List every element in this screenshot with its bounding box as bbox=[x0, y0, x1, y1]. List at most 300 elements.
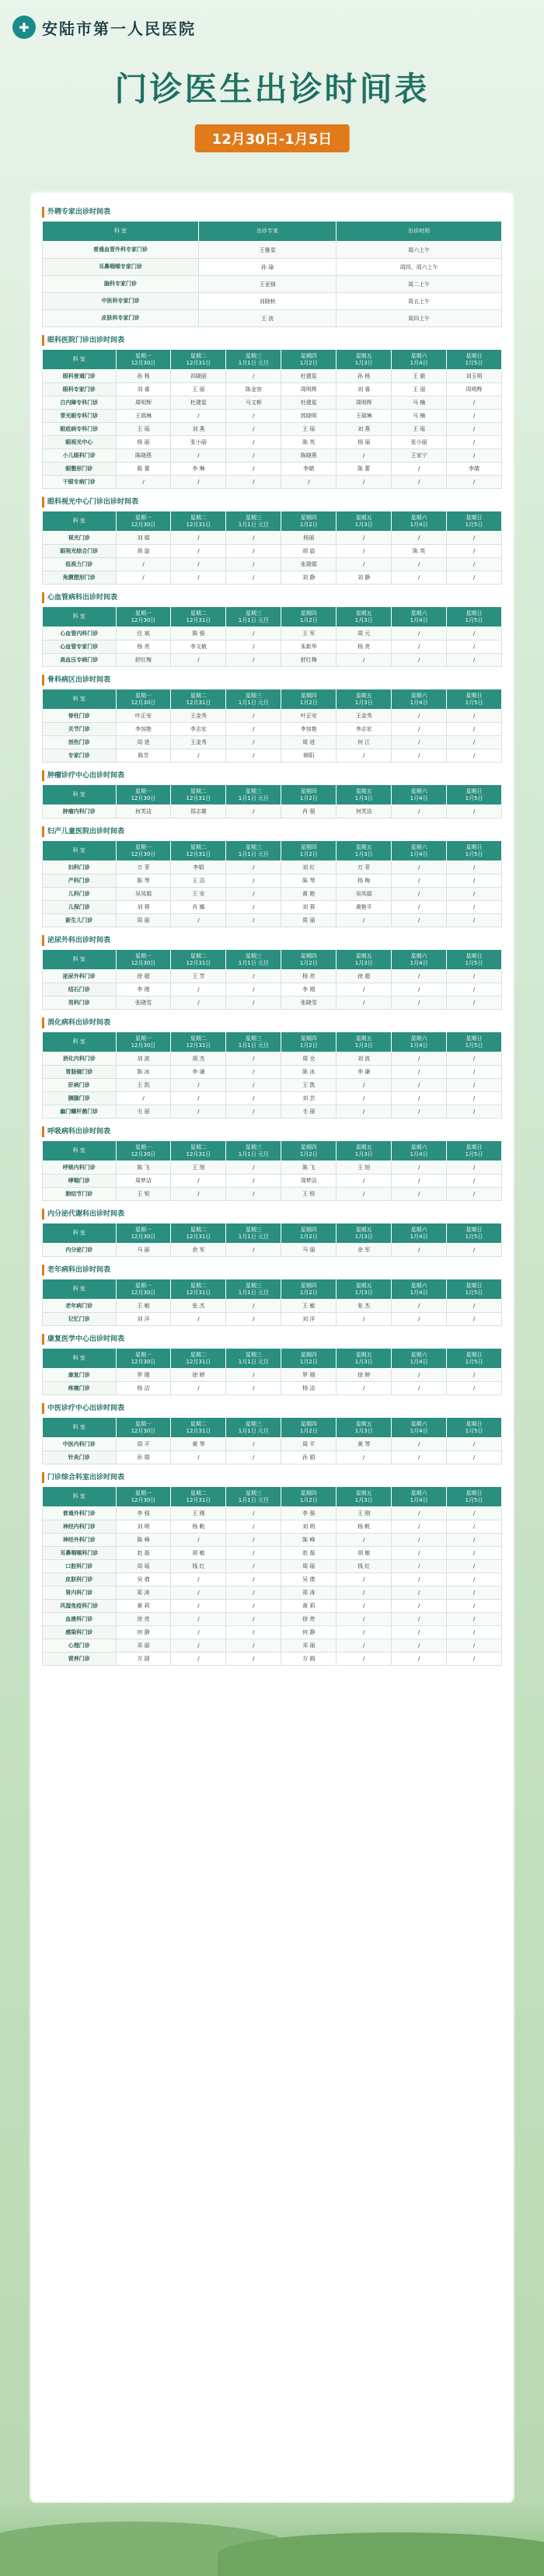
column-header: 星期五 1月3日 bbox=[337, 1223, 392, 1244]
doctor-cell: 张瑞娟 bbox=[281, 558, 337, 571]
doctor-cell: / bbox=[171, 545, 226, 558]
doctor-cell: / bbox=[226, 1451, 281, 1464]
doctor-cell: / bbox=[337, 983, 392, 997]
table-row bbox=[43, 749, 502, 763]
column-header: 科 室 bbox=[43, 511, 117, 532]
column-header: 科 室 bbox=[43, 350, 117, 370]
column-header: 星期一 12月30日 bbox=[116, 689, 171, 710]
table-row bbox=[43, 1382, 502, 1395]
column-header: 星期五 1月3日 bbox=[337, 607, 392, 627]
doctor-cell: 刘 蓉 bbox=[116, 901, 171, 914]
column-header: 星期一 12月30日 bbox=[116, 350, 171, 370]
doctor-cell: / bbox=[337, 449, 392, 462]
doctor-cell: / bbox=[116, 558, 171, 571]
column-header: 星期六 1月4日 bbox=[392, 1032, 447, 1052]
doctor-cell: 徐 超 bbox=[116, 970, 171, 983]
doctor-cell: / bbox=[447, 449, 502, 462]
column-header: 科 室 bbox=[43, 1032, 117, 1052]
table-row bbox=[43, 1079, 502, 1092]
doctor-cell: / bbox=[392, 1613, 447, 1626]
doctor-cell: 杨 亮 bbox=[337, 641, 392, 654]
doctor-cell: / bbox=[392, 1560, 447, 1573]
doctor-cell: / bbox=[171, 1451, 226, 1464]
column-header: 星期三 1月1日 元旦 bbox=[226, 1223, 281, 1244]
doctor-cell: / bbox=[171, 1382, 226, 1395]
table-row bbox=[43, 1534, 502, 1547]
page-header bbox=[0, 0, 544, 155]
doctor-cell: 何芙洁 bbox=[337, 805, 392, 819]
doctor-cell: 胡 敏 bbox=[337, 1547, 392, 1560]
department-cell: 营养门诊 bbox=[43, 1653, 117, 1666]
department-cell: 儿科门诊 bbox=[43, 888, 117, 901]
doctor-cell: / bbox=[281, 476, 337, 489]
table-row bbox=[43, 1313, 502, 1326]
doctor-cell: / bbox=[447, 436, 502, 449]
doctor-cell: / bbox=[447, 1244, 502, 1257]
department-cell: 风湿免疫科门诊 bbox=[43, 1600, 117, 1613]
doctor-cell: 刘 燕 bbox=[337, 423, 392, 436]
table-row bbox=[43, 970, 502, 983]
doctor-cell: / bbox=[447, 1369, 502, 1382]
doctor-cell: / bbox=[226, 1653, 281, 1666]
doctor-cell: / bbox=[392, 1188, 447, 1201]
doctor-cell: 胡 杰 bbox=[171, 1052, 226, 1066]
doctor-cell: / bbox=[447, 736, 502, 749]
doctor-cell: / bbox=[447, 1547, 502, 1560]
doctor-cell: / bbox=[337, 1175, 392, 1188]
doctor-cell: 周明辉 bbox=[116, 396, 171, 410]
doctor-cell: / bbox=[226, 1520, 281, 1534]
doctor-cell: / bbox=[226, 1639, 281, 1653]
department-cell: 呼吸内科门诊 bbox=[43, 1161, 117, 1175]
doctor-cell: 杨 洁 bbox=[116, 1382, 171, 1395]
column-header: 星期二 12月31日 bbox=[171, 511, 226, 532]
schedule-section bbox=[42, 1017, 502, 1119]
table-row bbox=[43, 1547, 502, 1560]
column-header: 出诊时间 bbox=[337, 222, 502, 242]
column-header: 科 室 bbox=[43, 950, 117, 970]
doctor-cell: / bbox=[171, 532, 226, 545]
table-row bbox=[43, 627, 502, 641]
doctor-cell: / bbox=[171, 1613, 226, 1626]
department-cell: 眼视光中心 bbox=[43, 436, 117, 449]
table-row bbox=[43, 888, 502, 901]
doctor-cell: 黄 艳 bbox=[281, 888, 337, 901]
section-title: 康复医学中心出诊时间表 bbox=[42, 1334, 502, 1345]
doctor-cell: / bbox=[226, 1079, 281, 1092]
doctor-cell: 陈 蕾 bbox=[116, 462, 171, 476]
section-title: 内分泌代谢科出诊时间表 bbox=[42, 1209, 502, 1220]
department-cell: 记忆门诊 bbox=[43, 1313, 117, 1326]
doctor-cell: 王 丽 bbox=[171, 383, 226, 396]
doctor-cell: / bbox=[392, 1244, 447, 1257]
table-row bbox=[43, 641, 502, 654]
doctor-cell: / bbox=[171, 449, 226, 462]
column-header: 星期四 1月2日 bbox=[281, 350, 337, 370]
table-row bbox=[43, 874, 502, 888]
department-cell: 耳鼻咽喉专家门诊 bbox=[43, 259, 199, 276]
table-row bbox=[43, 1626, 502, 1639]
doctor-cell: 李志宏 bbox=[337, 723, 392, 736]
doctor-cell: 周 丽 bbox=[116, 914, 171, 927]
department-cell: 专家门诊 bbox=[43, 749, 117, 763]
department-cell: 妇科门诊 bbox=[43, 861, 117, 874]
doctor-cell: / bbox=[171, 914, 226, 927]
doctor-cell: 李 琳 bbox=[171, 462, 226, 476]
doctor-cell: / bbox=[337, 1188, 392, 1201]
column-header: 星期四 1月2日 bbox=[281, 950, 337, 970]
doctor-cell: 郑 涛 bbox=[116, 1586, 171, 1600]
doctor-cell: / bbox=[171, 1600, 226, 1613]
doctor-cell: / bbox=[392, 1161, 447, 1175]
table-row bbox=[43, 462, 502, 476]
doctor-cell: 周明辉 bbox=[281, 383, 337, 396]
doctor-cell: / bbox=[337, 1534, 392, 1547]
doctor-cell: / bbox=[392, 1534, 447, 1547]
column-header: 星期二 12月31日 bbox=[171, 1141, 226, 1161]
column-header: 科 室 bbox=[43, 785, 117, 805]
doctor-cell: / bbox=[226, 1066, 281, 1079]
doctor-cell: / bbox=[171, 1586, 226, 1600]
doctor-cell: / bbox=[226, 749, 281, 763]
doctor-cell: / bbox=[226, 710, 281, 723]
doctor-cell: / bbox=[447, 627, 502, 641]
doctor-cell: / bbox=[447, 888, 502, 901]
page-title: 门诊医生出诊时间表 bbox=[114, 70, 430, 108]
doctor-cell: / bbox=[392, 1382, 447, 1395]
doctor-cell: 周明辉 bbox=[447, 383, 502, 396]
column-header: 星期一 12月30日 bbox=[116, 511, 171, 532]
doctor-cell: / bbox=[392, 571, 447, 585]
table-row bbox=[43, 1175, 502, 1188]
doctor-cell: / bbox=[226, 641, 281, 654]
doctor-cell: / bbox=[226, 1547, 281, 1560]
date-range-badge: 12月30日-1月5日 bbox=[195, 124, 350, 152]
doctor-cell: / bbox=[392, 1092, 447, 1105]
doctor-cell: 周六上午 bbox=[337, 242, 502, 259]
doctor-cell: 吴 倩 bbox=[116, 1573, 171, 1586]
doctor-cell: / bbox=[226, 654, 281, 667]
doctor-cell: / bbox=[392, 1507, 447, 1520]
doctor-cell: 郭晓明 bbox=[281, 410, 337, 423]
department-cell: 皮肤科专家门诊 bbox=[43, 310, 199, 327]
section-title: 中医诊疗中心出诊时间表 bbox=[42, 1403, 502, 1414]
doctor-cell: 黄 琴 bbox=[171, 1438, 226, 1451]
doctor-cell: / bbox=[226, 1161, 281, 1175]
doctor-cell: / bbox=[392, 1175, 447, 1188]
table-row bbox=[43, 410, 502, 423]
doctor-cell: 陈 强 bbox=[171, 627, 226, 641]
doctor-cell: 方 圆 bbox=[116, 1653, 171, 1666]
department-cell: 康复门诊 bbox=[43, 1369, 117, 1382]
doctor-cell: 陈金容 bbox=[226, 383, 281, 396]
doctor-cell: / bbox=[171, 749, 226, 763]
doctor-cell: 张晓雪 bbox=[116, 997, 171, 1010]
doctor-cell: 王 军 bbox=[281, 627, 337, 641]
doctor-cell: / bbox=[226, 1244, 281, 1257]
doctor-cell: 李 刚 bbox=[116, 983, 171, 997]
column-header: 星期日 1月5日 bbox=[447, 1223, 502, 1244]
doctor-cell: / bbox=[392, 914, 447, 927]
doctor-cell: 刘 洋 bbox=[116, 1313, 171, 1326]
schedule-table bbox=[42, 949, 502, 1010]
doctor-cell: 杨 洁 bbox=[281, 1382, 337, 1395]
department-cell: 干眼专病门诊 bbox=[43, 476, 117, 489]
doctor-cell: 马 丽 bbox=[116, 1244, 171, 1257]
column-header: 星期六 1月4日 bbox=[392, 607, 447, 627]
doctor-cell: 胡 敏 bbox=[171, 1547, 226, 1560]
column-header: 星期一 12月30日 bbox=[116, 1032, 171, 1052]
doctor-cell: / bbox=[392, 1639, 447, 1653]
doctor-cell: 陈 英 bbox=[281, 436, 337, 449]
doctor-cell: / bbox=[337, 1382, 392, 1395]
doctor-cell: / bbox=[447, 396, 502, 410]
column-header: 科 室 bbox=[43, 222, 199, 242]
doctor-cell: / bbox=[226, 1600, 281, 1613]
doctor-cell: 孙 娟 bbox=[281, 1451, 337, 1464]
column-header: 科 室 bbox=[43, 689, 117, 710]
doctor-cell: 李 强 bbox=[116, 1507, 171, 1520]
doctor-cell: 张晓雪 bbox=[281, 997, 337, 1010]
doctor-cell: 邓 丽 bbox=[281, 1639, 337, 1653]
column-header: 星期日 1月5日 bbox=[447, 689, 502, 710]
doctor-cell: 陈 琴 bbox=[281, 874, 337, 888]
schedule-section bbox=[42, 1472, 502, 1666]
doctor-cell: / bbox=[447, 1520, 502, 1534]
doctor-cell: 周 进 bbox=[281, 736, 337, 749]
doctor-cell: / bbox=[226, 1369, 281, 1382]
doctor-cell: / bbox=[226, 1313, 281, 1326]
column-header: 星期六 1月4日 bbox=[392, 1418, 447, 1438]
doctor-cell: 王家宁 bbox=[392, 449, 447, 462]
column-header: 星期五 1月3日 bbox=[337, 1349, 392, 1369]
doctor-cell: 王瑞琳 bbox=[116, 410, 171, 423]
doctor-cell: / bbox=[226, 1534, 281, 1547]
table-row bbox=[43, 259, 502, 276]
column-header: 星期四 1月2日 bbox=[281, 689, 337, 710]
doctor-cell: / bbox=[392, 1300, 447, 1313]
doctor-cell: / bbox=[447, 1079, 502, 1092]
table-row bbox=[43, 1586, 502, 1600]
department-cell: 脑科专家门诊 bbox=[43, 276, 199, 293]
doctor-cell: / bbox=[171, 983, 226, 997]
department-cell: 心血管内科门诊 bbox=[43, 627, 117, 641]
column-header: 星期四 1月2日 bbox=[281, 607, 337, 627]
doctor-cell: 刘 明 bbox=[281, 1520, 337, 1534]
column-header: 星期三 1月1日 元旦 bbox=[226, 1279, 281, 1300]
doctor-cell: 舒红梅 bbox=[116, 654, 171, 667]
doctor-cell: 李 强 bbox=[281, 1507, 337, 1520]
department-cell: 针灸门诊 bbox=[43, 1451, 117, 1464]
column-header: 星期四 1月2日 bbox=[281, 1279, 337, 1300]
doctor-cell: 叶正安 bbox=[281, 710, 337, 723]
doctor-cell: 黄艳平 bbox=[337, 901, 392, 914]
doctor-cell: / bbox=[337, 1313, 392, 1326]
doctor-cell: 孙 杨 bbox=[116, 370, 171, 383]
doctor-cell: 王 丽 bbox=[392, 383, 447, 396]
doctor-cell: / bbox=[226, 1300, 281, 1313]
doctor-cell: / bbox=[447, 1313, 502, 1326]
doctor-cell: 吴凤娟 bbox=[116, 888, 171, 901]
department-cell: 胰腺门诊 bbox=[43, 1092, 117, 1105]
doctor-cell: 王 旭 bbox=[171, 1161, 226, 1175]
column-header: 星期五 1月3日 bbox=[337, 1279, 392, 1300]
column-header: 星期日 1月5日 bbox=[447, 511, 502, 532]
column-header: 星期三 1月1日 元旦 bbox=[226, 785, 281, 805]
doctor-cell: / bbox=[447, 558, 502, 571]
column-header: 星期六 1月4日 bbox=[392, 350, 447, 370]
doctor-cell: 徐 亮 bbox=[116, 1613, 171, 1626]
table-row bbox=[43, 983, 502, 997]
doctor-cell: 王 凯 bbox=[281, 1079, 337, 1092]
doctor-cell: 郑志雄 bbox=[171, 805, 226, 819]
column-header: 星期五 1月3日 bbox=[337, 511, 392, 532]
doctor-cell: / bbox=[447, 1175, 502, 1188]
column-header: 科 室 bbox=[43, 1418, 117, 1438]
section-title: 泌尿外科出诊时间表 bbox=[42, 935, 502, 946]
doctor-cell: / bbox=[447, 1653, 502, 1666]
schedule-table bbox=[42, 1031, 502, 1119]
column-header: 星期三 1月1日 元旦 bbox=[226, 1418, 281, 1438]
doctor-cell: 肖 娜 bbox=[171, 901, 226, 914]
doctor-cell: / bbox=[392, 749, 447, 763]
doctor-cell: / bbox=[392, 476, 447, 489]
doctor-cell: 王 瑶 bbox=[281, 423, 337, 436]
doctor-cell: 赵 磊 bbox=[281, 1547, 337, 1560]
column-header: 星期一 12月30日 bbox=[116, 1418, 171, 1438]
doctor-cell: / bbox=[447, 1560, 502, 1573]
doctor-cell: / bbox=[226, 436, 281, 449]
doctor-cell: / bbox=[337, 1653, 392, 1666]
department-cell: 神经外科门诊 bbox=[43, 1534, 117, 1547]
doctor-cell: 钱 红 bbox=[171, 1560, 226, 1573]
doctor-cell: / bbox=[337, 1573, 392, 1586]
doctor-cell: 陈 冰 bbox=[281, 1066, 337, 1079]
column-header: 星期五 1月3日 bbox=[337, 841, 392, 861]
doctor-cell: / bbox=[392, 1451, 447, 1464]
doctor-cell: / bbox=[226, 1052, 281, 1066]
department-cell: 新生儿门诊 bbox=[43, 914, 117, 927]
doctor-cell: / bbox=[337, 914, 392, 927]
doctor-cell: / bbox=[171, 571, 226, 585]
doctor-cell: 马 丽 bbox=[281, 1244, 337, 1257]
doctor-cell: 杨 亮 bbox=[281, 970, 337, 983]
doctor-cell: 周 丽 bbox=[281, 914, 337, 927]
column-header: 星期一 12月30日 bbox=[116, 1279, 171, 1300]
column-header: 星期一 12月30日 bbox=[116, 1223, 171, 1244]
column-header: 星期日 1月5日 bbox=[447, 1032, 502, 1052]
doctor-cell: / bbox=[392, 1105, 447, 1119]
doctor-cell: 李 谦 bbox=[337, 1066, 392, 1079]
doctor-cell: / bbox=[226, 1092, 281, 1105]
column-header: 科 室 bbox=[43, 841, 117, 861]
column-header: 科 室 bbox=[43, 607, 117, 627]
doctor-cell: 任 斌 bbox=[116, 627, 171, 641]
column-header: 星期三 1月1日 元旦 bbox=[226, 1141, 281, 1161]
doctor-cell: / bbox=[447, 423, 502, 436]
department-cell: 关节门诊 bbox=[43, 723, 117, 736]
table-row bbox=[43, 1451, 502, 1464]
doctor-cell: 陈 峰 bbox=[281, 1534, 337, 1547]
doctor-cell: / bbox=[226, 1586, 281, 1600]
doctor-cell: / bbox=[447, 1161, 502, 1175]
doctor-cell: / bbox=[392, 1520, 447, 1534]
doctor-cell: 周四上午 bbox=[337, 310, 502, 327]
doctor-cell: 杨 帆 bbox=[171, 1520, 226, 1534]
doctor-cell: / bbox=[116, 1092, 171, 1105]
doctor-cell: / bbox=[337, 1600, 392, 1613]
doctor-cell: / bbox=[226, 1573, 281, 1586]
section-title: 老年病科出诊时间表 bbox=[42, 1265, 502, 1276]
doctor-cell: 周 元 bbox=[337, 627, 392, 641]
doctor-cell: / bbox=[226, 1507, 281, 1520]
doctor-cell: 王 安 bbox=[171, 888, 226, 901]
column-header: 星期三 1月1日 元旦 bbox=[226, 950, 281, 970]
column-header: 星期六 1月4日 bbox=[392, 511, 447, 532]
doctor-cell: / bbox=[337, 1092, 392, 1105]
department-cell: 脊柱门诊 bbox=[43, 710, 117, 723]
doctor-cell: 刘 静 bbox=[337, 571, 392, 585]
doctor-cell: 刘 洋 bbox=[281, 1313, 337, 1326]
doctor-cell: 王 旭 bbox=[337, 1161, 392, 1175]
doctor-cell: 刘晓秋 bbox=[198, 293, 336, 310]
hospital-brand bbox=[12, 16, 196, 39]
column-header: 星期五 1月3日 bbox=[337, 1032, 392, 1052]
schedule-table bbox=[42, 1486, 502, 1666]
doctor-cell: 万 菲 bbox=[116, 861, 171, 874]
doctor-cell: 周梦洁 bbox=[281, 1175, 337, 1188]
section-title: 妇产儿童医院出诊时间表 bbox=[42, 826, 502, 837]
doctor-cell: / bbox=[447, 1052, 502, 1066]
doctor-cell: 万 菲 bbox=[337, 861, 392, 874]
doctor-cell: 刘 波 bbox=[337, 1052, 392, 1066]
doctor-cell: 周 平 bbox=[281, 1438, 337, 1451]
doctor-cell: 陈 琴 bbox=[116, 874, 171, 888]
department-cell: 血液科门诊 bbox=[43, 1613, 117, 1626]
doctor-cell: / bbox=[337, 476, 392, 489]
schedule-table bbox=[42, 1417, 502, 1464]
hospital-name: 安陆市第一人民医院 bbox=[42, 19, 196, 38]
doctor-cell: / bbox=[392, 805, 447, 819]
department-cell: 感染科门诊 bbox=[43, 1626, 117, 1639]
column-header: 星期四 1月2日 bbox=[281, 1487, 337, 1507]
section-title: 骨科病区出诊时间表 bbox=[42, 675, 502, 686]
table-row bbox=[43, 1613, 502, 1626]
doctor-cell: / bbox=[171, 558, 226, 571]
doctor-cell: / bbox=[337, 1586, 392, 1600]
column-header: 星期二 12月31日 bbox=[171, 1279, 226, 1300]
department-cell: 肾内科门诊 bbox=[43, 1586, 117, 1600]
doctor-cell: 胡 旋 bbox=[281, 545, 337, 558]
department-cell: 泌尿外科门诊 bbox=[43, 970, 117, 983]
schedule-table bbox=[42, 606, 502, 667]
column-header: 星期六 1月4日 bbox=[392, 785, 447, 805]
column-header: 星期三 1月1日 元旦 bbox=[226, 350, 281, 370]
doctor-cell: 陈芳 bbox=[116, 749, 171, 763]
department-cell: 普通血管外科专家门诊 bbox=[43, 242, 199, 259]
doctor-cell: / bbox=[171, 1573, 226, 1586]
doctor-cell: 马 楠 bbox=[392, 410, 447, 423]
table-row bbox=[43, 571, 502, 585]
doctor-cell: 韩阳 bbox=[281, 749, 337, 763]
doctor-cell: / bbox=[392, 1586, 447, 1600]
doctor-cell: / bbox=[447, 874, 502, 888]
department-cell: 低视力门诊 bbox=[43, 558, 117, 571]
doctor-cell: / bbox=[447, 1626, 502, 1639]
doctor-cell: 毛 丽 bbox=[281, 1105, 337, 1119]
column-header: 星期日 1月5日 bbox=[447, 785, 502, 805]
doctor-cell: / bbox=[447, 1639, 502, 1653]
